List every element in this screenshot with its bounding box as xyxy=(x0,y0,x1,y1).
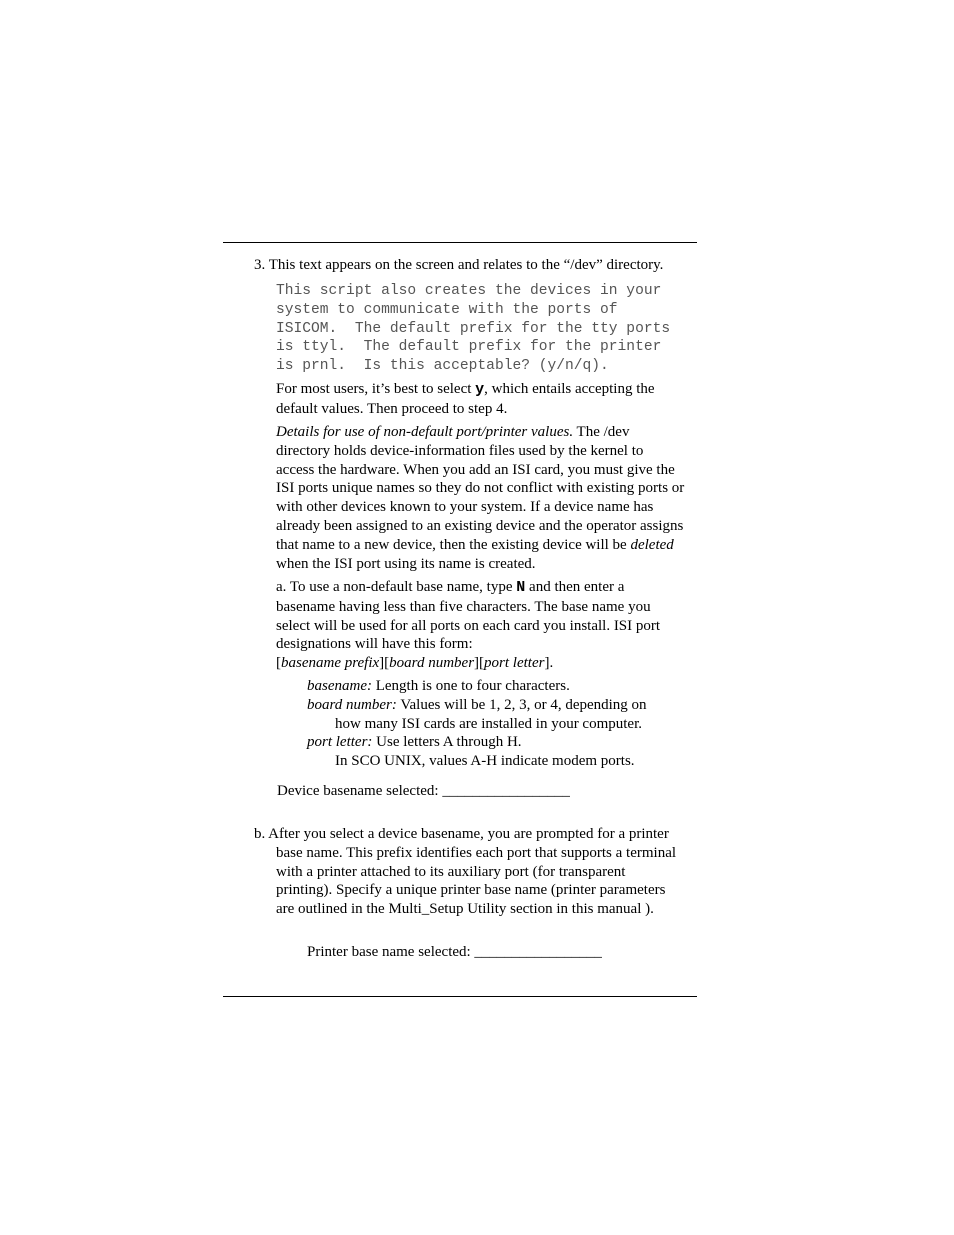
script-line: This script also creates the devices in your xyxy=(276,283,662,299)
part-a-paragraph: a. To use a non-default base name, type N and then enter a basename having less than five characters. The base name you select will be used for all ports on each card you install. ISI port designations will have this form: [basename prefix][board number][port letter]. xyxy=(276,579,661,672)
key-n: N xyxy=(516,579,526,596)
bottom-rule xyxy=(223,996,697,997)
script-line: system to communicate with the ports of xyxy=(276,301,618,318)
device-basename-selected: Device basename selected: _________________ xyxy=(277,783,570,799)
step-3-intro: 3. This text appears on the screen and relates to the “/dev” directory. xyxy=(254,257,664,273)
top-rule xyxy=(223,242,697,243)
designation-form: [basename prefix][board number][port letter]. xyxy=(276,655,554,672)
key-y: y xyxy=(475,381,485,398)
part-b-paragraph: b. After you select a device basename, you are prompted for a printer base name. This prefix identifies each port that supports a terminal with a printer attached to its auxiliary port (for transparent printing). Specify a unique printer base name (printer parameters are outlined in the Multi_Setup Utility section in this manual ). xyxy=(254,826,677,918)
script-line: is prnl. Is this acceptable? (y/n/q). xyxy=(276,358,609,375)
definitions-list: basename: Length is one to four characters. board number: Values will be 1, 2, 3, or 4, depending on how many ISI cards are installed in your computer. port letter: Use letters A through H. In SCO UNIX, values A-H indicate modem ports. xyxy=(307,678,647,770)
details-lead: Details for use of non-default port/printer values. xyxy=(276,424,574,440)
script-output xyxy=(276,282,670,376)
printer-basename-selected: Printer base name selected: _________________ xyxy=(307,944,602,960)
script-line: ISICOM. The default prefix for the tty ports xyxy=(276,320,671,337)
script-line: is ttyl. The default prefix for the printer xyxy=(276,339,662,356)
most-users-paragraph: For most users, it’s best to select y, which entails accepting the default values. Then proceed to step 4. xyxy=(276,381,655,417)
details-paragraph: Details for use of non-default port/printer values. The /dev directory holds device-information files used by the kernel to access the hardware. When you add an ISI card, you must give the ISI ports unique names so they do not conflict with existing ports or with other devices known to your system. If a device name has already been assigned to an existing device and the operator assigns that name to a new device, then the existing device will be deleted when the ISI port using its name is created. xyxy=(276,424,685,572)
